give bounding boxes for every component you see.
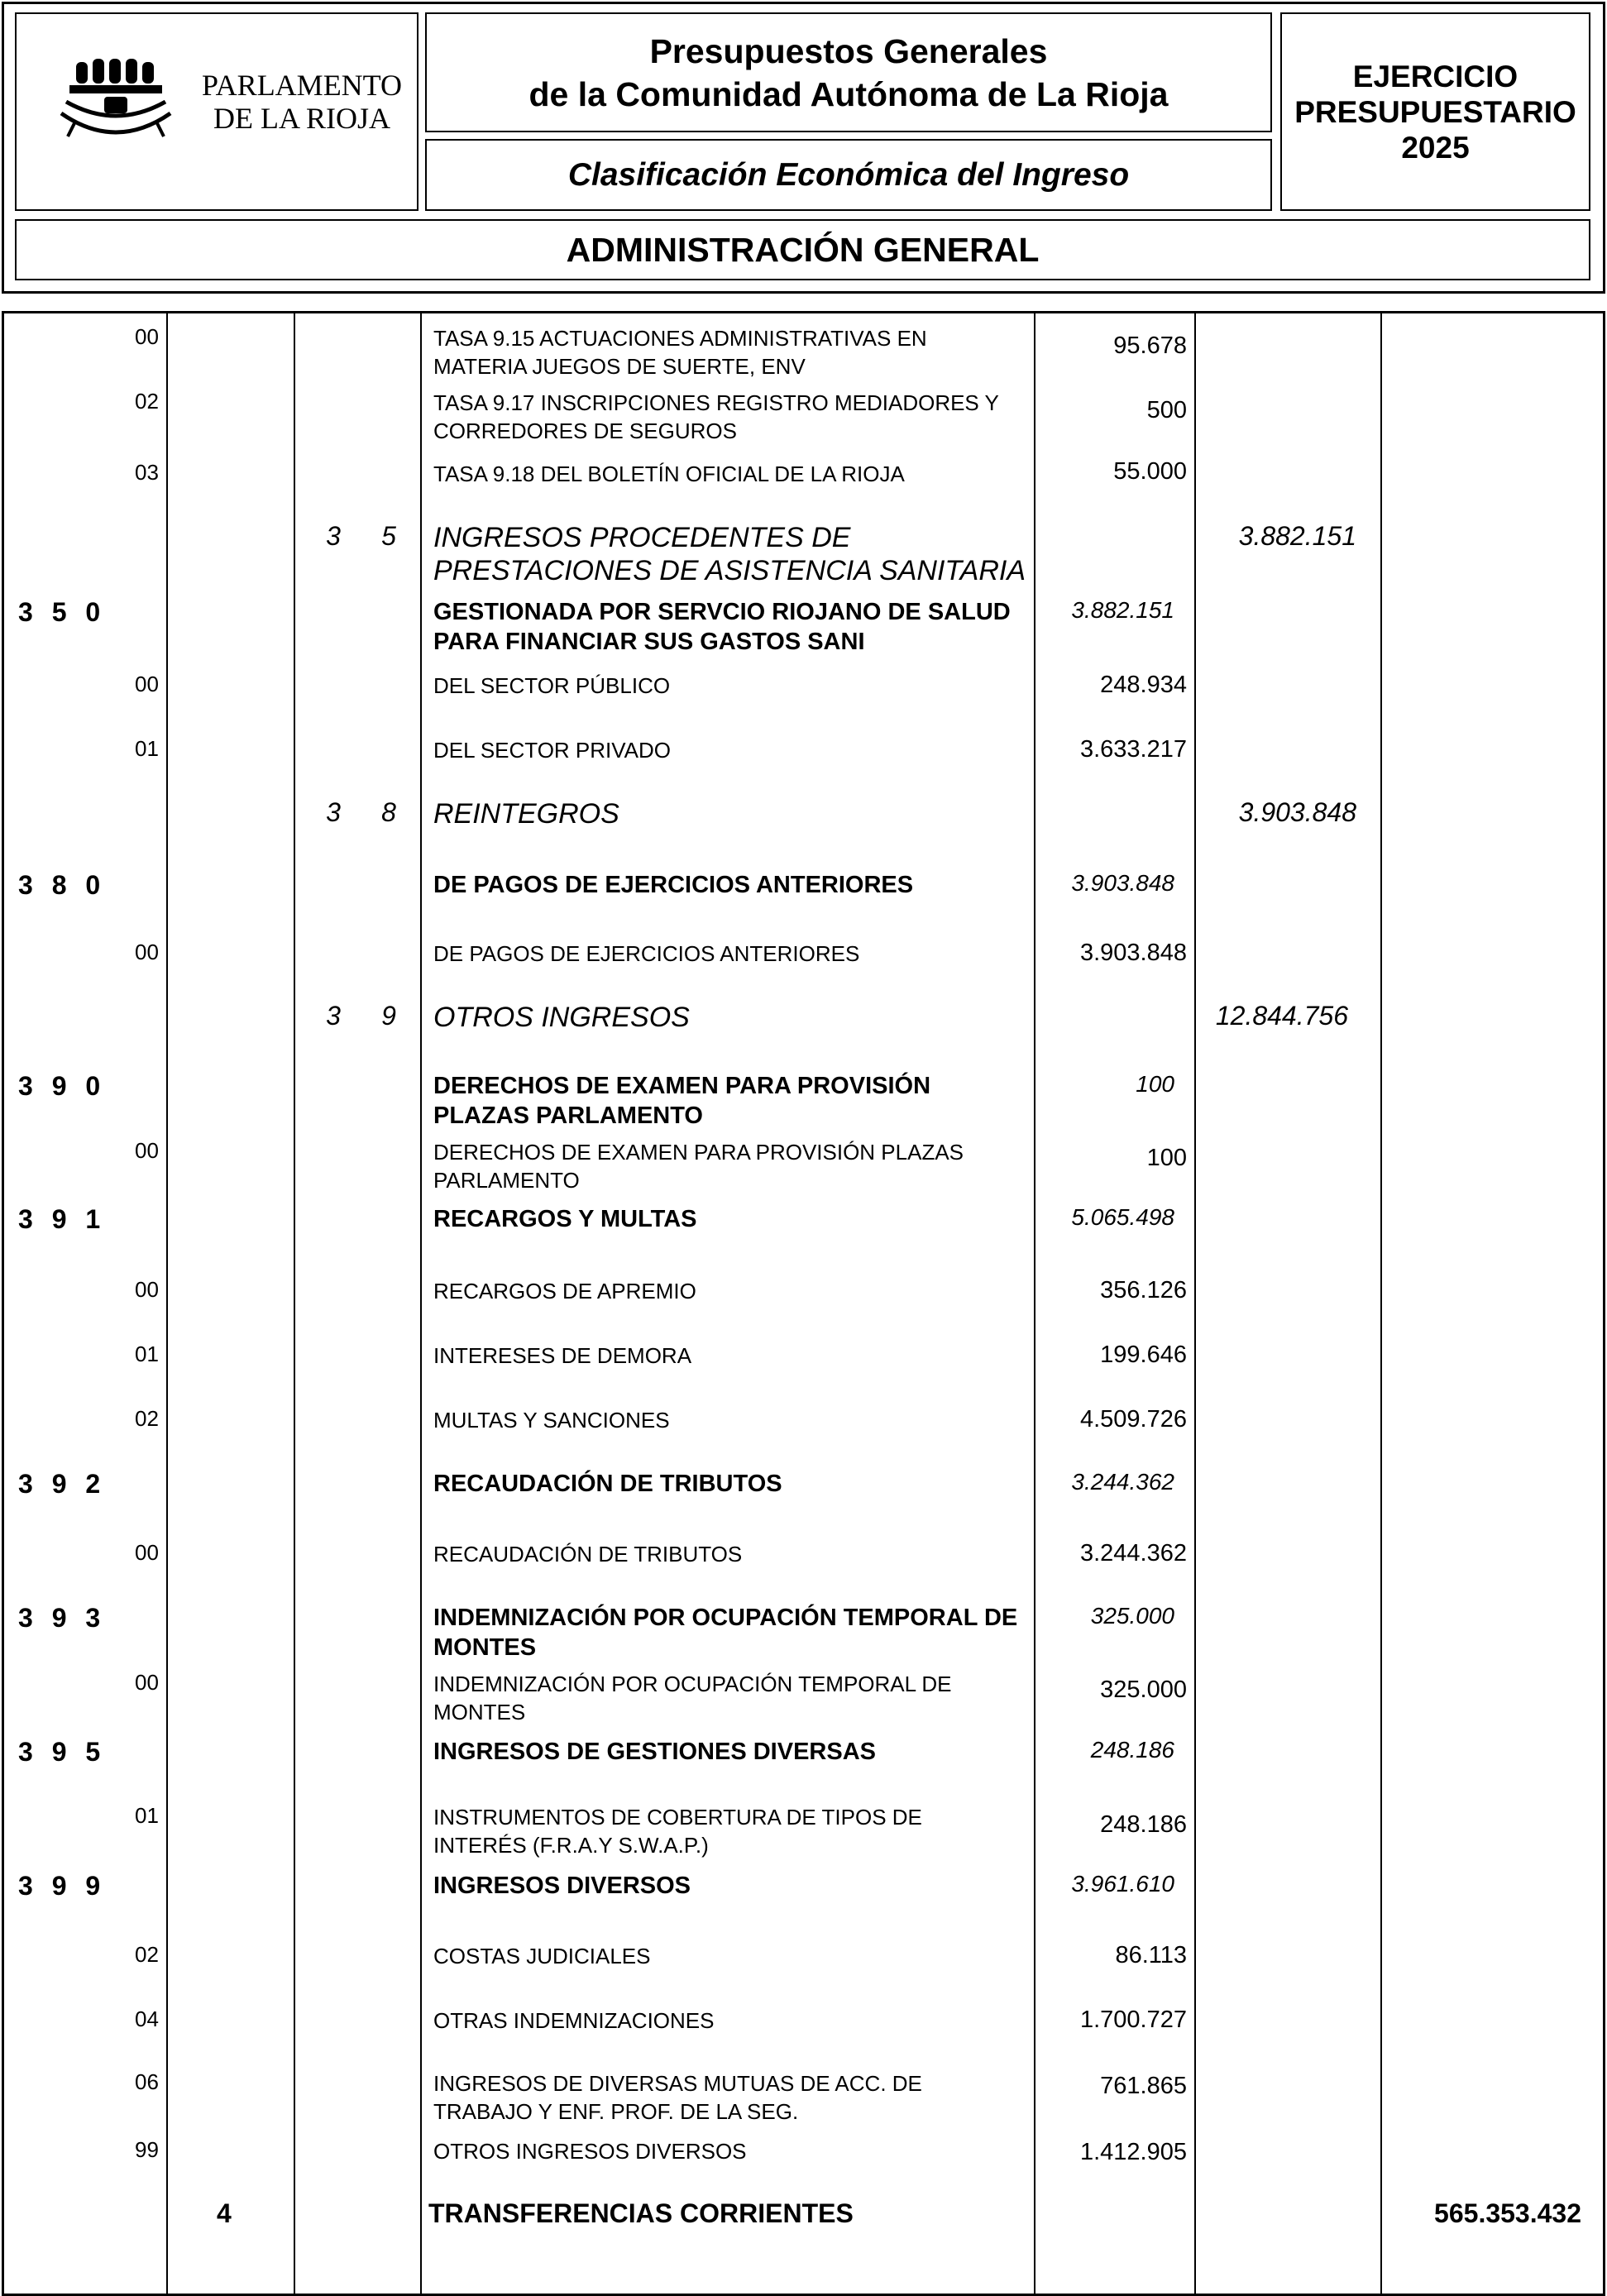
logo-text-line1: PARLAMENTO (201, 69, 403, 102)
articulo-description: DERECHOS DE EXAMEN PARA PROVISIÓN PLAZAS PARLAMENTO (433, 1073, 931, 1129)
articulo-description: RECARGOS Y MULTAS (433, 1206, 697, 1232)
articulo-code: 3 9 5 (18, 1737, 101, 1767)
capitulo-digit: 3 (326, 521, 341, 551)
row-amount: 1.700.727 (1079, 2007, 1187, 2033)
subconcept-code: 02 (135, 1942, 159, 1967)
articulo-amount: 3.903.848 (1071, 870, 1174, 896)
articulo-amount: 3.882.151 (1071, 597, 1174, 623)
articulo-code: 3 9 1 (18, 1204, 101, 1234)
row-amount: 55.000 (1113, 458, 1187, 485)
capitulo-amount: 12.844.756 (1215, 1001, 1348, 1031)
row-amount: 248.934 (1100, 672, 1187, 698)
articulo-description: INGRESOS DIVERSOS (433, 1873, 691, 1899)
titulo-code: 4 (217, 2198, 232, 2228)
articulo-description: GESTIONADA POR SERVCIO RIOJANO DE SALUD PARA FINANCIAR SUS GASTOS SANI (433, 599, 1011, 655)
column-divider (294, 313, 295, 2294)
subconcept-code: 03 (135, 460, 159, 485)
ejercicio-box (1280, 12, 1590, 211)
row-description: DE PAGOS DE EJERCICIOS ANTERIORES (433, 941, 860, 966)
title-box (425, 12, 1272, 132)
articulo-amount: 325.000 (1090, 1603, 1174, 1629)
row-amount: 356.126 (1100, 1277, 1187, 1303)
articulo-description: INGRESOS DE GESTIONES DIVERSAS (433, 1739, 876, 1765)
page-subtitle: Clasificación Económica del Ingreso (567, 156, 1130, 193)
row-description: DEL SECTOR PÚBLICO (433, 673, 671, 698)
row-description: DEL SECTOR PRIVADO (433, 738, 672, 763)
subconcept-code: 00 (135, 940, 159, 964)
subtitle-box (425, 139, 1272, 211)
titulo-amount: 565.353.432 (1434, 2198, 1581, 2228)
articulo-code: 3 9 9 (18, 1871, 101, 1901)
articulo-code: 3 9 2 (18, 1469, 101, 1499)
subconcept-code: 00 (135, 324, 159, 349)
row-description: COSTAS JUDICIALES (433, 1944, 651, 1968)
row-amount: 761.865 (1100, 2073, 1187, 2099)
articulo-description: DE PAGOS DE EJERCICIOS ANTERIORES (433, 872, 914, 898)
capitulo-description: REINTEGROS (433, 798, 619, 830)
row-description: TASA 9.15 ACTUACIONES ADMINISTRATIVAS EN MATERIA JUEGOS DE SUERTE, ENV (433, 326, 927, 379)
capitulo-digit: 9 (381, 1001, 396, 1031)
row-amount: 100 (1146, 1145, 1187, 1171)
subconcept-code: 01 (135, 736, 159, 761)
row-amount: 3.244.362 (1079, 1540, 1187, 1567)
subconcept-code: 00 (135, 1540, 159, 1565)
row-description: TASA 9.18 DEL BOLETÍN OFICIAL DE LA RIOJA (433, 462, 905, 486)
articulo-amount: 3.961.610 (1071, 1871, 1174, 1897)
subconcept-code: 02 (135, 1406, 159, 1431)
row-description: OTRAS INDEMNIZACIONES (433, 2008, 715, 2033)
subconcept-code: 02 (135, 389, 159, 414)
capitulo-description: OTROS INGRESOS (433, 1002, 690, 1033)
column-divider (1194, 313, 1196, 2294)
ejercicio-year: 2025 (1401, 130, 1470, 165)
page-title-line2: de la Comunidad Autónoma de La Rioja (528, 74, 1169, 113)
subconcept-code: 00 (135, 1277, 159, 1302)
row-amount: 500 (1146, 397, 1187, 423)
row-amount: 1.412.905 (1079, 2139, 1187, 2165)
row-description: MULTAS Y SANCIONES (433, 1408, 670, 1433)
articulo-code: 3 9 3 (18, 1603, 101, 1633)
row-amount: 199.646 (1100, 1342, 1187, 1368)
row-description: OTROS INGRESOS DIVERSOS (433, 2139, 747, 2164)
subconcept-code: 04 (135, 2007, 159, 2031)
row-description: RECARGOS DE APREMIO (433, 1279, 696, 1303)
row-amount: 4.509.726 (1079, 1406, 1187, 1433)
capitulo-digit: 5 (381, 521, 396, 551)
articulo-amount: 248.186 (1090, 1737, 1174, 1763)
subconcept-code: 00 (135, 1138, 159, 1163)
subconcept-code: 06 (135, 2069, 159, 2094)
row-description: RECAUDACIÓN DE TRIBUTOS (433, 1542, 743, 1567)
capitulo-description: INGRESOS PROCEDENTES DE PRESTACIONES DE ASISTENCIA SANITARIA (433, 522, 1026, 586)
subconcept-code: 00 (135, 1670, 159, 1695)
section-title: ADMINISTRACIÓN GENERAL (566, 230, 1040, 269)
row-description: TASA 9.17 INSCRIPCIONES REGISTRO MEDIADORES Y CORREDORES DE SEGUROS (433, 390, 999, 443)
articulo-code: 3 5 0 (18, 597, 101, 627)
page-title-line1: Presupuestos Generales (649, 31, 1048, 70)
subconcept-code: 99 (135, 2137, 159, 2162)
section-box (15, 219, 1590, 280)
articulo-description: RECAUDACIÓN DE TRIBUTOS (433, 1471, 782, 1497)
capitulo-digit: 8 (381, 797, 396, 827)
presupuestario-label: PRESUPUESTARIO (1294, 94, 1576, 129)
row-amount: 3.903.848 (1079, 940, 1187, 966)
articulo-code: 3 9 0 (18, 1071, 101, 1101)
row-amount: 3.633.217 (1079, 736, 1187, 763)
row-amount: 95.678 (1113, 332, 1187, 359)
articulo-description: INDEMNIZACIÓN POR OCUPACIÓN TEMPORAL DE MONTES (433, 1605, 1018, 1661)
row-description: INSTRUMENTOS DE COBERTURA DE TIPOS DE INTERÉS (F.R.A.Y S.W.A.P.) (433, 1805, 922, 1858)
subconcept-code: 00 (135, 672, 159, 696)
subconcept-code: 01 (135, 1803, 159, 1828)
column-divider (420, 313, 422, 2294)
capitulo-amount: 3.882.151 (1238, 521, 1356, 551)
row-description: DERECHOS DE EXAMEN PARA PROVISIÓN PLAZAS PARLAMENTO (433, 1140, 964, 1193)
logo-text-line2: DE LA RIOJA (213, 102, 390, 135)
row-amount: 325.000 (1100, 1677, 1187, 1703)
articulo-amount: 3.244.362 (1071, 1469, 1174, 1495)
articulo-amount: 5.065.498 (1071, 1204, 1174, 1230)
row-amount: 248.186 (1100, 1811, 1187, 1838)
column-divider (1380, 313, 1382, 2294)
ejercicio-label: EJERCICIO (1352, 59, 1519, 93)
subconcept-code: 01 (135, 1342, 159, 1366)
capitulo-amount: 3.903.848 (1238, 797, 1356, 827)
row-description: INDEMNIZACIÓN POR OCUPACIÓN TEMPORAL DE MONTES (433, 1672, 952, 1724)
row-description: INGRESOS DE DIVERSAS MUTUAS DE ACC. DE TRABAJO Y ENF. PROF. DE LA SEG. (433, 2071, 922, 2124)
capitulo-digit: 3 (326, 797, 341, 827)
articulo-amount: 100 (1136, 1071, 1174, 1097)
titulo-description: TRANSFERENCIAS CORRIENTES (428, 2198, 854, 2228)
row-description: INTERESES DE DEMORA (433, 1343, 692, 1368)
row-amount: 86.113 (1115, 1942, 1187, 1968)
parliament-logo-icon (58, 47, 174, 155)
articulo-code: 3 8 0 (18, 870, 101, 900)
capitulo-digit: 3 (326, 1001, 341, 1031)
logo-box (15, 12, 418, 211)
